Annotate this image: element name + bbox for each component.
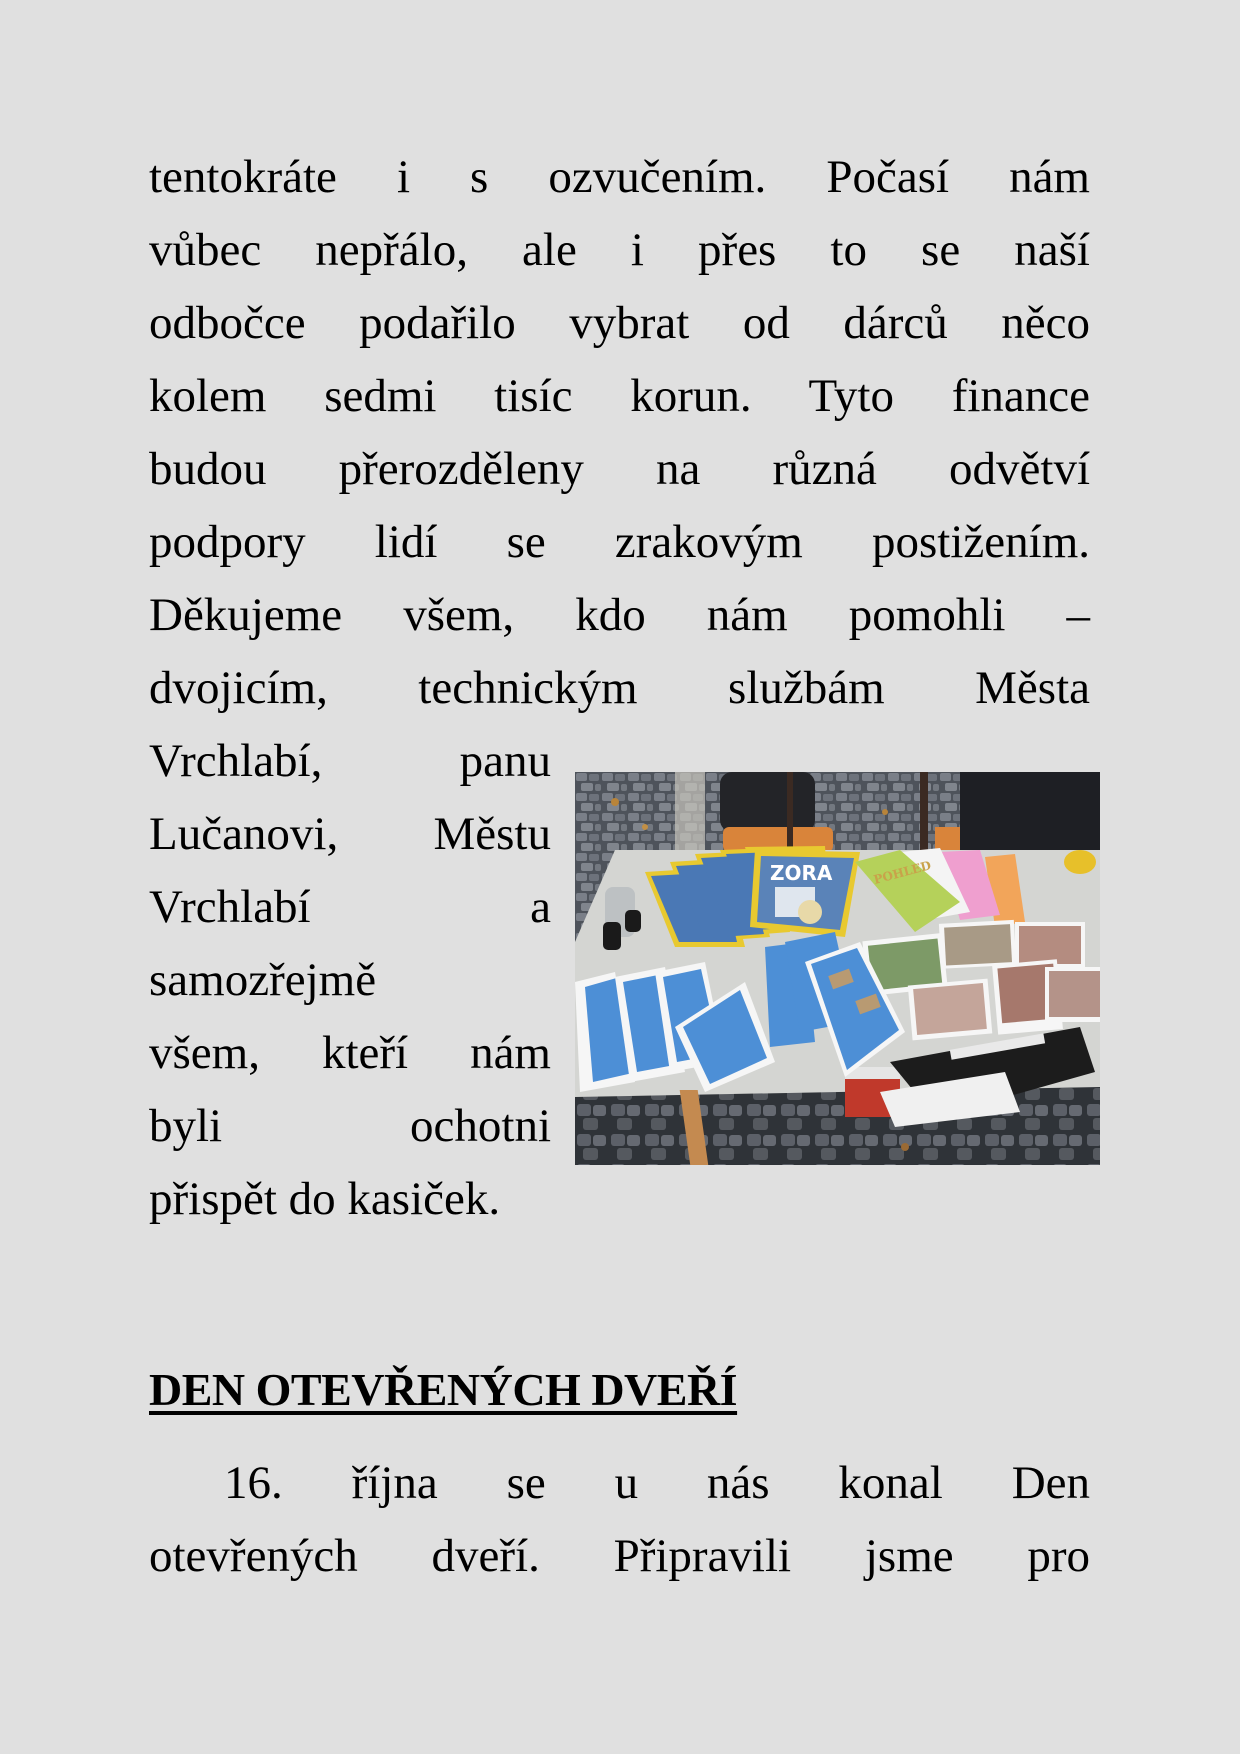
paragraph-line: tentokráte i s ozvučením. Počasí nám: [149, 151, 1090, 203]
paragraph-line: byli ochotni: [149, 1100, 551, 1152]
paragraph-line: Vrchlabí a: [149, 881, 551, 933]
photo-illustration: [575, 772, 1100, 1165]
info-stand-photo: [575, 772, 1100, 1165]
paragraph-line: kolem sedmi tisíc korun. Tyto finance: [149, 370, 1090, 422]
paragraph-line: dvojicím, technickým službám Města: [149, 662, 1090, 714]
paragraph-line: Vrchlabí, panu: [149, 735, 551, 787]
section-heading: DEN OTEVŘENÝCH DVEŘÍ: [149, 1364, 738, 1415]
paragraph-line: všem, kteří nám: [149, 1027, 551, 1079]
paragraph-line: samozřejmě: [149, 954, 377, 1006]
leaflet-title: POHLED: [872, 858, 933, 887]
paragraph-line: Lučanovi, Městu: [149, 808, 551, 860]
paragraph-last-line: přispět do kasiček.: [149, 1173, 501, 1225]
magazine-title: ZORA: [770, 861, 833, 885]
paragraph-line: podpory lidí se zrakovým postižením.: [149, 516, 1090, 568]
paragraph-line: vůbec nepřálo, ale i přes to se naší: [149, 224, 1090, 276]
paragraph-line: odbočce podařilo vybrat od dárců něco: [149, 297, 1090, 349]
paragraph-line: Děkujeme všem, kdo nám pomohli –: [149, 589, 1090, 641]
paragraph-line: budou přerozděleny na různá odvětví: [149, 443, 1090, 495]
paragraph-line: otevřených dveří. Připravili jsme pro: [149, 1530, 1090, 1582]
paragraph-line: 16. října se u nás konal Den: [224, 1457, 1090, 1509]
